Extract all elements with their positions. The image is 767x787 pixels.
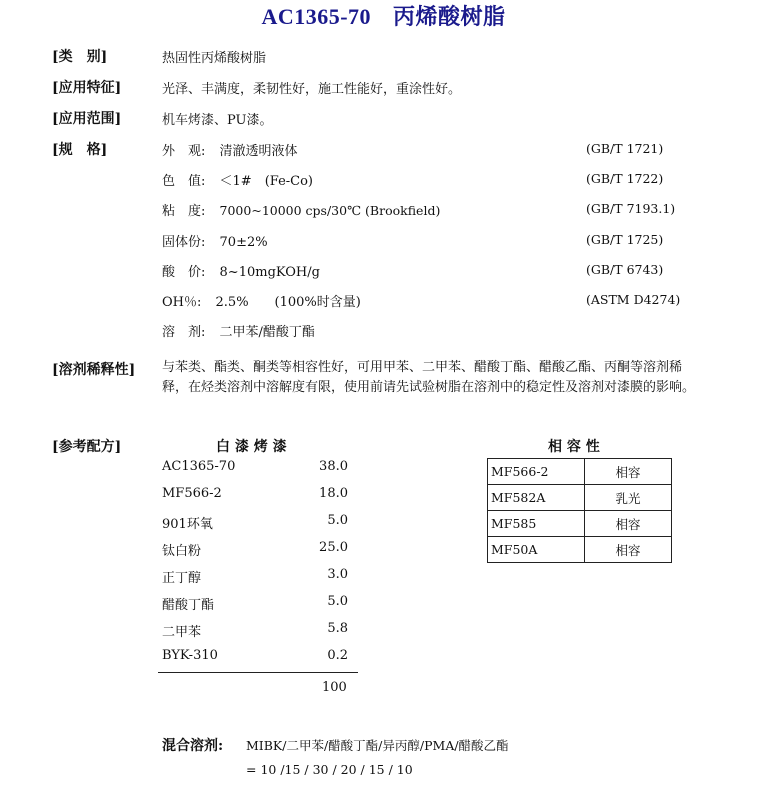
compat-result: 相容	[585, 459, 672, 485]
spec-row	[162, 261, 320, 280]
compatibility-row	[488, 485, 672, 511]
compat-result: 相容	[585, 537, 672, 563]
spec-name: 外 观:	[162, 144, 206, 159]
page-title	[0, 0, 767, 31]
formula-ingredient: AC1365-70	[162, 459, 236, 474]
compatibility-row	[488, 459, 672, 485]
formula-amount: 5.8	[327, 621, 348, 636]
spec-row	[162, 140, 298, 159]
spec-value: 2.5% (100%时含量)	[215, 295, 361, 310]
spec-name: 色 值:	[162, 174, 206, 189]
formula-amount: 18.0	[319, 486, 348, 501]
spec-standard: (ASTM D4274)	[586, 292, 681, 307]
compatibility-title: 相 容 性	[548, 439, 600, 455]
compat-resin: MF585	[488, 511, 585, 537]
category-label: [类 别]	[52, 49, 108, 65]
formula-amount: 5.0	[327, 594, 348, 609]
category-value: 热固性丙烯酸树脂	[162, 51, 267, 66]
formula-amount: 5.0	[327, 513, 348, 528]
compatibility-table	[487, 458, 672, 563]
compat-resin: MF566-2	[488, 459, 585, 485]
spec-name: OH％:	[162, 295, 202, 310]
formula-row	[158, 621, 358, 648]
formula-ingredient: 钛白粉	[162, 544, 202, 559]
features-value: 光泽、丰满度，柔韧性好，施工性能好，重涂性好。	[162, 82, 462, 97]
reference-formula-label: [参考配方]	[52, 439, 122, 455]
compat-resin: MF582A	[488, 485, 585, 511]
scope-value: 机车烤漆、PU漆。	[162, 113, 273, 128]
mixed-solvent-value: MIBK/二甲苯/醋酸丁酯/异丙醇/PMA/醋酸乙酯	[246, 738, 509, 753]
spec-standard: (GB/T 1725)	[586, 232, 664, 247]
features-label: [应用特征]	[52, 80, 122, 96]
formula-row	[158, 513, 358, 540]
formula-amount: 3.0	[327, 567, 348, 582]
spec-name: 酸 价:	[162, 265, 206, 280]
spec-value: ＜1# (Fe-Co)	[219, 174, 314, 189]
mixed-solvent-ratio: = 10 /15 / 30 / 20 / 15 / 10	[246, 762, 413, 777]
spec-row	[162, 231, 268, 250]
scope-label: [应用范围]	[52, 111, 122, 127]
formula-ingredient: 醋酸丁酯	[162, 598, 215, 613]
compatibility-row	[488, 537, 672, 563]
spec-value: 清澈透明液体	[219, 144, 298, 159]
formula-row	[158, 486, 358, 513]
formula-amount: 38.0	[319, 459, 348, 474]
formula-row	[158, 594, 358, 621]
formula-total: 100	[322, 680, 347, 695]
formula-amount: 25.0	[319, 540, 348, 555]
formula-title: 白 漆 烤 漆	[216, 439, 287, 455]
spec-row	[162, 200, 440, 219]
spec-name: 固体份:	[162, 235, 206, 250]
formula-row	[158, 459, 358, 486]
spec-standard: (GB/T 1721)	[586, 141, 664, 156]
formula-ingredient: 二甲苯	[162, 625, 202, 640]
formula-ingredient: 901环氧	[162, 517, 213, 532]
spec-row	[162, 170, 313, 189]
formula-ingredient: 正丁醇	[162, 571, 202, 586]
spec-standard: (GB/T 7193.1)	[586, 201, 676, 216]
compatibility-row	[488, 511, 672, 537]
formula-amount: 0.2	[327, 648, 348, 663]
product-name: 丙烯酸树脂	[393, 4, 506, 29]
mixed-solvent-label: 混合溶剂:	[162, 738, 224, 754]
spec-value: 7000~10000 cps/30℃ (Brookfield)	[219, 203, 441, 218]
compat-result: 乳光	[585, 485, 672, 511]
solvent-dilution-label: [溶剂稀释性]	[52, 362, 136, 378]
spec-value: 8~10mgKOH/g	[219, 265, 320, 280]
spec-label: [规 格]	[52, 142, 108, 158]
spec-name: 粘 度:	[162, 204, 206, 219]
compat-resin: MF50A	[488, 537, 585, 563]
formula-ingredient: BYK-310	[162, 648, 218, 663]
spec-row	[162, 321, 315, 340]
formula-row	[158, 540, 358, 567]
spec-value: 二甲苯/醋酸丁酯	[219, 325, 315, 340]
formula-row	[158, 567, 358, 594]
product-code: AC1365-70	[261, 4, 372, 29]
solvent-dilution-text: 与苯类、酯类、酮类等相容性好，可用甲苯、二甲苯、醋酸丁酯、醋酸乙酯、丙酮等溶剂稀释，在烃类溶剂中溶解度有限，使用前请先试验树脂在溶剂中的稳定性及溶剂对漆膜的影响。	[162, 360, 696, 395]
spec-standard: (GB/T 1722)	[586, 171, 664, 186]
spec-row	[162, 291, 361, 310]
spec-value: 70±2%	[219, 235, 268, 250]
formula-ingredient: MF566-2	[162, 486, 222, 501]
formula-total-divider	[158, 672, 358, 673]
spec-standard: (GB/T 6743)	[586, 262, 664, 277]
formula-row	[158, 648, 358, 675]
compat-result: 相容	[585, 511, 672, 537]
spec-name: 溶 剂:	[162, 325, 206, 340]
